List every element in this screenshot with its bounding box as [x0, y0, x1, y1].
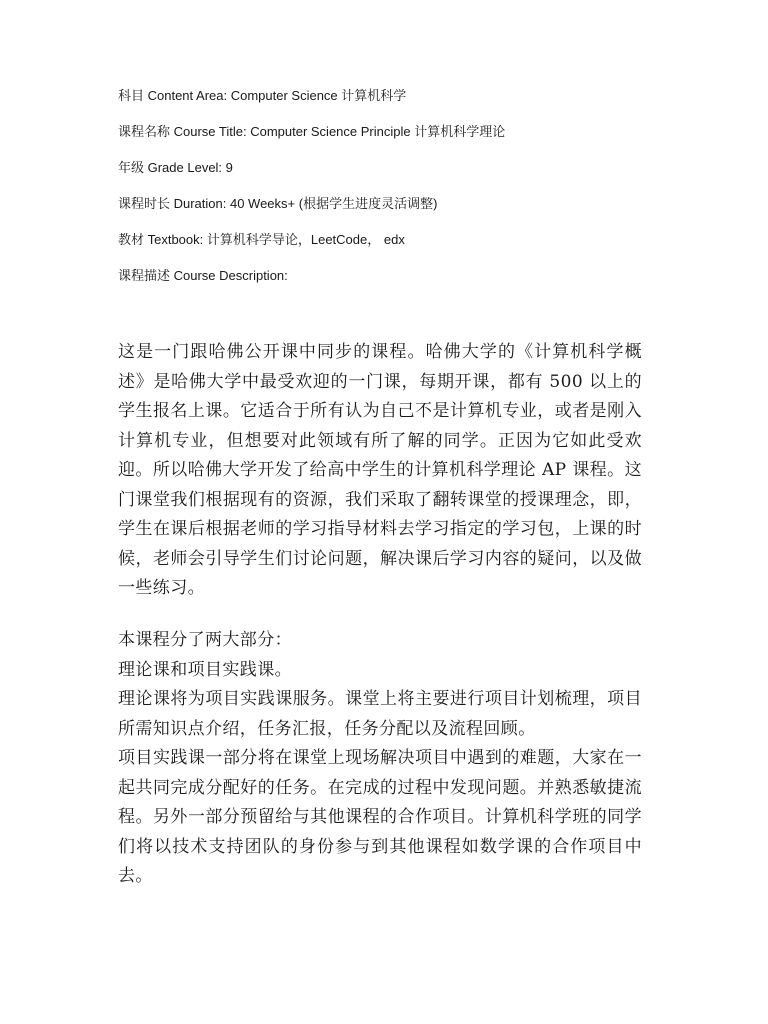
- description-label: 课程描述 Course Description:: [118, 268, 288, 283]
- textbook-line: 教材 Textbook: 计算机科学导论，LeetCode， edx: [118, 232, 405, 247]
- duration-line: 课程时长 Duration: 40 Weeks+ (根据学生进度灵活调整): [118, 196, 438, 211]
- course-title-line: 课程名称 Course Title: Computer Science Principle 计算机科学理论: [118, 124, 506, 139]
- intro-paragraph: 这是一门跟哈佛公开课中同步的课程。哈佛大学的《计算机科学概述》是哈佛大学中最受欢迎的一门课，每期开课，都有 500 以上的学生报名上课。它适合于所有认为自己不是计算机专业，或者是刚入计算机专业，但想要对此领域有所了解的同学。正因为它如此受欢迎。所以哈佛大学开发了给高中学生的计算机科学理论 AP 课程。这门课堂我们根据现有的资源，我们采取了翻转课堂的授课理念，即，学生在课后根据老师的学习指导材料去学习指定的学习包，上课的时候，老师会引导学生们讨论问题，解决课后学习内容的疑问，以及做一些练习。: [118, 342, 642, 598]
- parts-heading: 本课程分了两大部分：: [118, 630, 292, 650]
- course-structure: [118, 626, 642, 892]
- parts-list: 理论课和项目实践课。: [118, 659, 292, 680]
- theory-paragraph: 理论课将为项目实践课服务。课堂上将主要进行项目计划梳理，项目所需知识点介绍，任务汇报，任务分配以及流程回顾。: [118, 689, 642, 739]
- grade-level-line: 年级 Grade Level: 9: [118, 160, 233, 175]
- course-meta: [118, 86, 678, 302]
- practice-paragraph: 项目实践课一部分将在课堂上现场解决项目中遇到的难题，大家在一起共同完成分配好的任务。在完成的过程中发现问题。并熟悉敏捷流程。另外一部分预留给与其他课程的合作项目。计算机科学班的同学们将以技术支持团队的身份参与到其他课程如数学课的合作项目中去。: [118, 748, 642, 886]
- description-body: [118, 338, 642, 604]
- subject-line: 科目 Content Area: Computer Science 计算机科学: [118, 88, 407, 103]
